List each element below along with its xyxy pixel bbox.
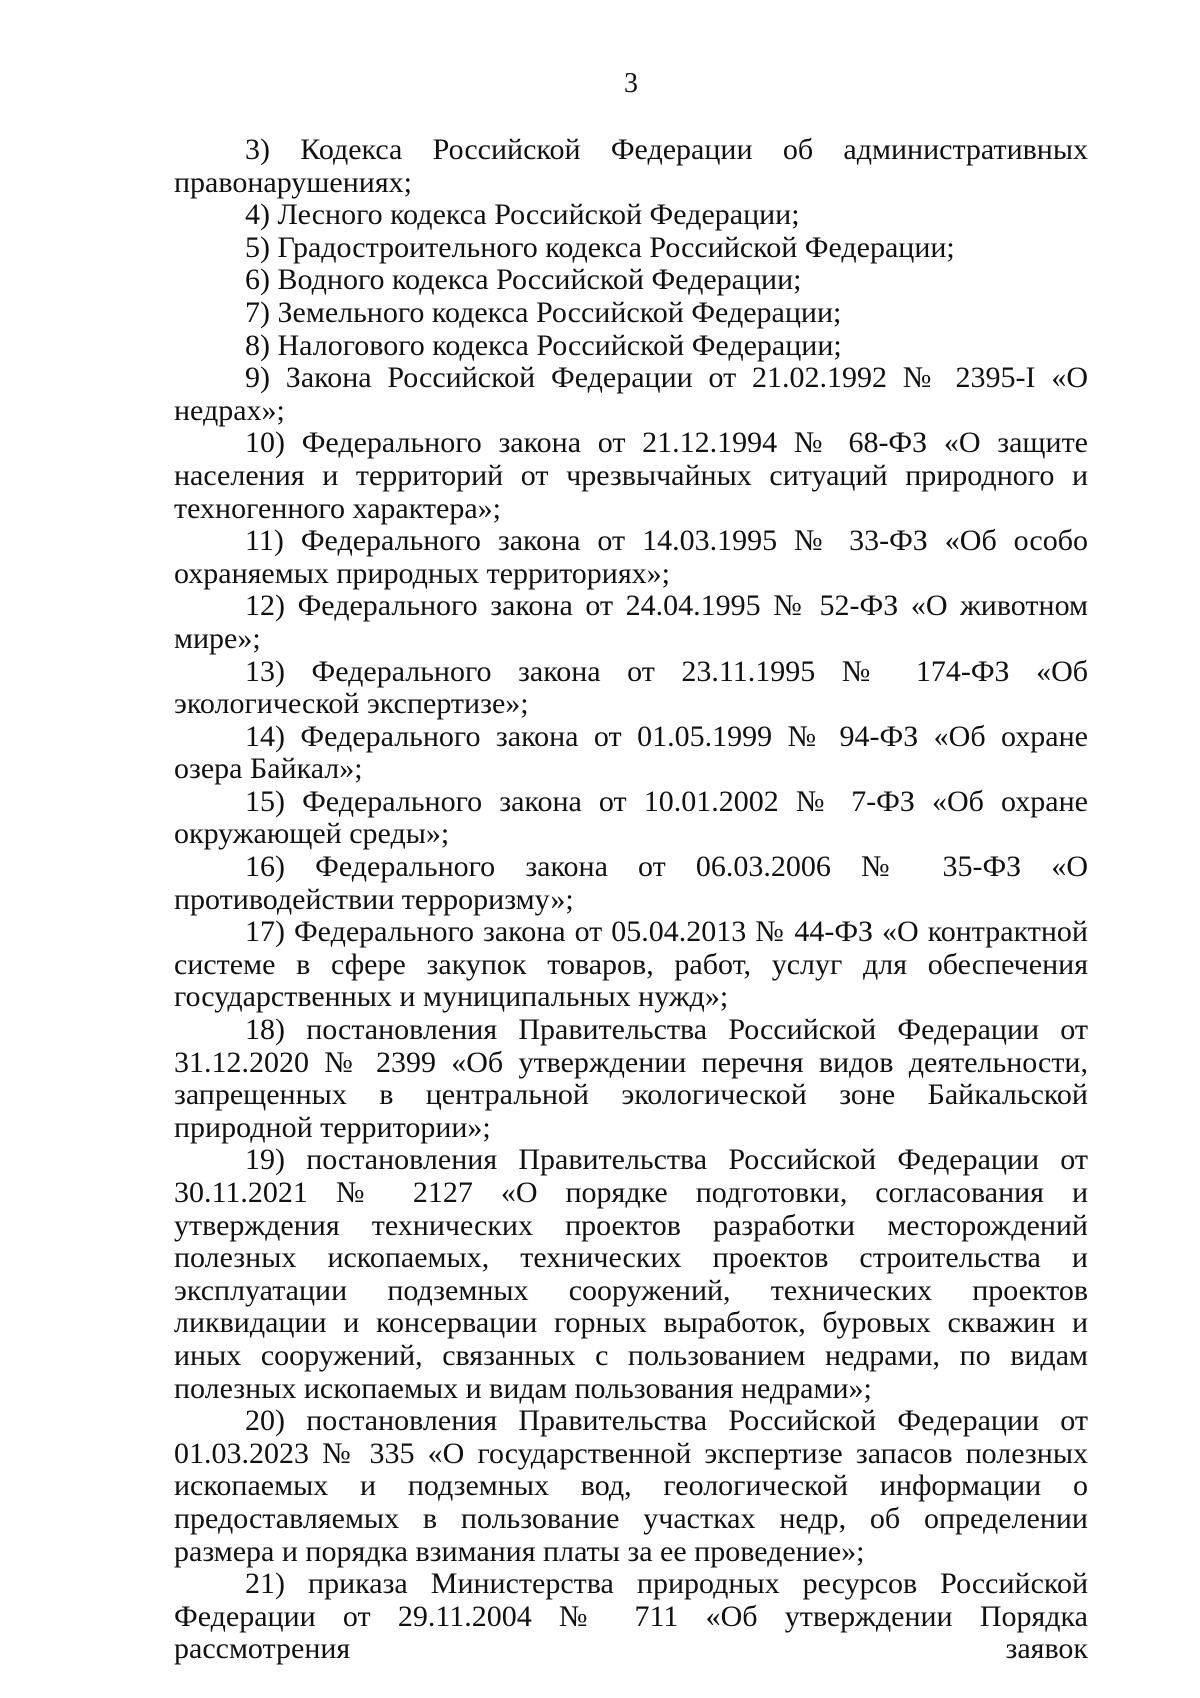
list-item: 16) Федерального закона от 06.03.2006 № 35-ФЗ «О противодействии терроризму»; [174, 850, 1088, 916]
list-item: 18) постановления Правительства Российской Федерации от 31.12.2020 № 2399 «Об утверждении перечня видов деятельности, запрещенных в центральной экологической зоне Байкальской природной территории»; [174, 1013, 1088, 1144]
list-item: 15) Федерального закона от 10.01.2002 № 7-ФЗ «Об охране окружающей среды»; [174, 784, 1088, 851]
list-item: 7) Земельного кодекса Российской Федерации; [245, 295, 842, 329]
list-item: 17) Федерального закона от 05.04.2013 № 44-ФЗ «О контрактной системе в сфере закупок товаров, работ, услуг для обеспечения государственных и муниципальных нужд»; [174, 915, 1088, 1014]
list-item: 13) Федерального закона от 23.11.1995 № 174-ФЗ «Об экологической экспертизе»; [174, 654, 1088, 721]
list-item: 10) Федерального закона от 21.12.1994 № 68-ФЗ «О защите населения и территорий от чрезвычайных ситуаций природного и техногенного характера»; [174, 426, 1088, 525]
list-item: 14) Федерального закона от 01.05.1999 № 94-ФЗ «Об охране озера Байкал»; [174, 719, 1088, 786]
list-item: 8) Налогового кодекса Российской Федерации; [245, 328, 842, 362]
page-number: 3 [624, 68, 638, 99]
list-item: 21) приказа Министерства природных ресурсов Российской Федерации от 29.11.2004 № 711 «Об утверждении Порядка рассмотрения заявок [174, 1567, 1088, 1666]
list-item: 12) Федерального закона от 24.04.1995 № 52-ФЗ «О животном мире»; [174, 589, 1088, 655]
list-item: 6) Водного кодекса Российской Федерации; [245, 263, 802, 297]
list-item: 4) Лесного кодекса Российской Федерации; [245, 198, 800, 232]
list-item: 9) Закона Российской Федерации от 21.02.1992 № 2395-I «О недрах»; [174, 361, 1088, 427]
list-item: 3) Кодекса Российской Федерации об административных правонарушениях; [174, 133, 1088, 199]
list-item: 11) Федерального закона от 14.03.1995 № 33-ФЗ «Об особо охраняемых природных территориях»; [174, 524, 1088, 590]
list-item: 20) постановления Правительства Российской Федерации от 01.03.2023 № 335 «О государственной экспертизе запасов полезных ископаемых и подземных вод, геологической информации о предоставляемых в пользование участках недр, об определении размера и порядка взимания платы за ее проведение»; [174, 1404, 1088, 1568]
list-item: 5) Градостроительного кодекса Российской Федерации; [245, 230, 955, 264]
document-body [174, 134, 1088, 1666]
list-item: 19) постановления Правительства Российской Федерации от 30.11.2021 № 2127 «О порядке подготовки, согласования и утверждения технических проектов разработки месторождений полезных ископаемых, технических проектов строительства и эксплуатации подземных сооружений, технических проектов ликвидации и консервации горных выработок, буровых скважин и иных сооружений, связанных с пользованием недрами, по видам полезных ископаемых и видам пользования недрами»; [174, 1143, 1088, 1405]
